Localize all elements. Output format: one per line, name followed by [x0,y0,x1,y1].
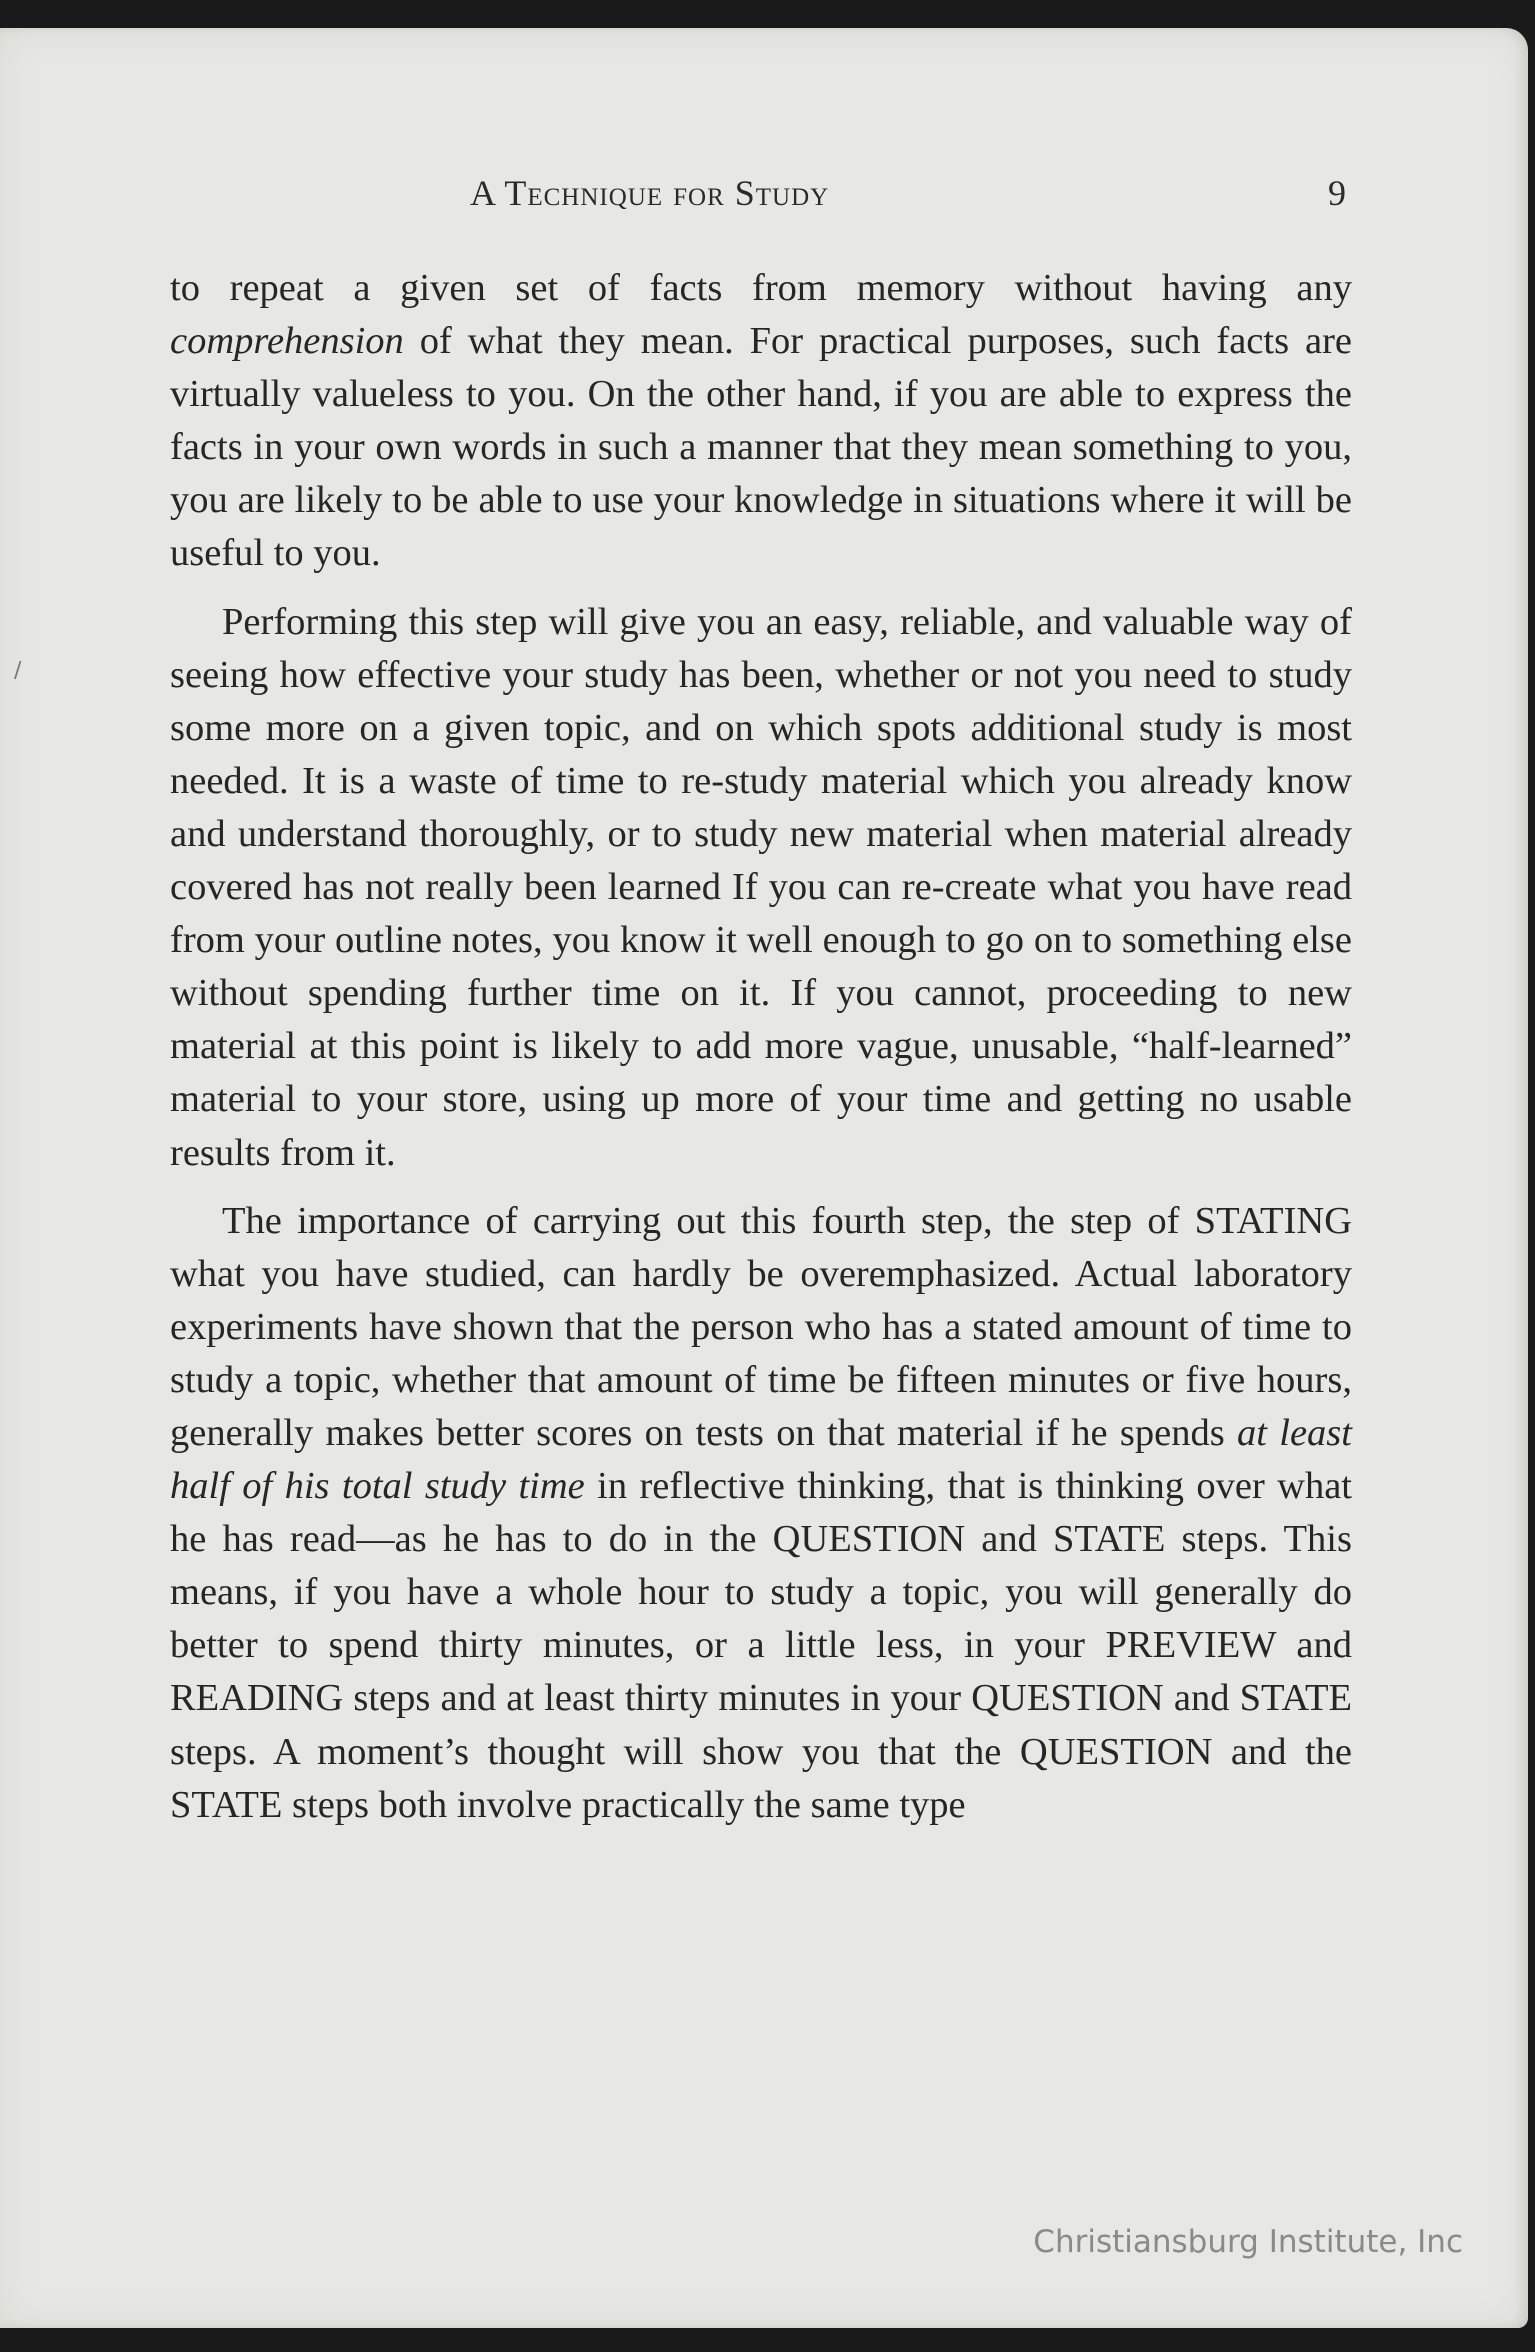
text-segment: Performing this step will give you an easy, reliable, and valuable way of seeing how effective your study has been, whether or not you need to study some more on a given topic, and on which spots additional study is most needed. It is a waste of time to re-study material which you already know and understand thoroughly, or to study new material when material already covered has not really been learned If you can re-create what you have read from your outline notes, you know it well enough to go on to something else without spending further time on it. If you cannot, proceeding to new material at this point is likely to add more vague, unusable, “half-learned” material to your store, using up more of your time and getting no usable results from it. [170,600,1352,1174]
paragraph-1 [170,262,1352,581]
text-segment: The importance of carrying out this fourth step, the step of STATING what you have studied, can hardly be overemphasized. Actual laboratory experiments have shown that the person who has a stated amount of time to study a topic, whether that amount of time be fifteen minutes or five hours, generally makes better scores on tests on that material if he spends [170,1199,1352,1454]
text-segment: in reflective thinking, that is thinking over what he has read—as he has to do in the QUESTION and STATE steps. This means, if you have a whole hour to study a topic, you will generally do better to spend thirty minutes, or a little less, in your PREVIEW and READING steps and at least thirty minutes in your QUESTION and STATE steps. A moment’s thought will show you that the QUESTION and the STATE steps both involve practically the same type [170,1465,1352,1826]
page-header [170,172,1358,220]
paragraph-2 [170,596,1352,1180]
text-segment: of what they mean. For practical purposes, such facts are virtually valueless to you. On the other hand, if you are able to express the facts in your own words in such a manner that they mean something to you, you are likely to be able to use your knowledge in situations where it will be useful to you. [170,320,1352,575]
italic-segment: comprehension [170,320,404,363]
page-number: 9 [1328,173,1346,213]
watermark-text: Christiansburg Institute, Inc [1033,2224,1463,2260]
paragraph-3 [170,1195,1352,1832]
body-text [170,262,1352,1832]
running-head: A Technique for Study [470,173,830,213]
italic-segment: at least half of his total study time [170,1411,1352,1508]
margin-mark: ∕ [14,658,22,683]
text-segment: to repeat a given set of facts from memory without having any [170,267,1352,309]
